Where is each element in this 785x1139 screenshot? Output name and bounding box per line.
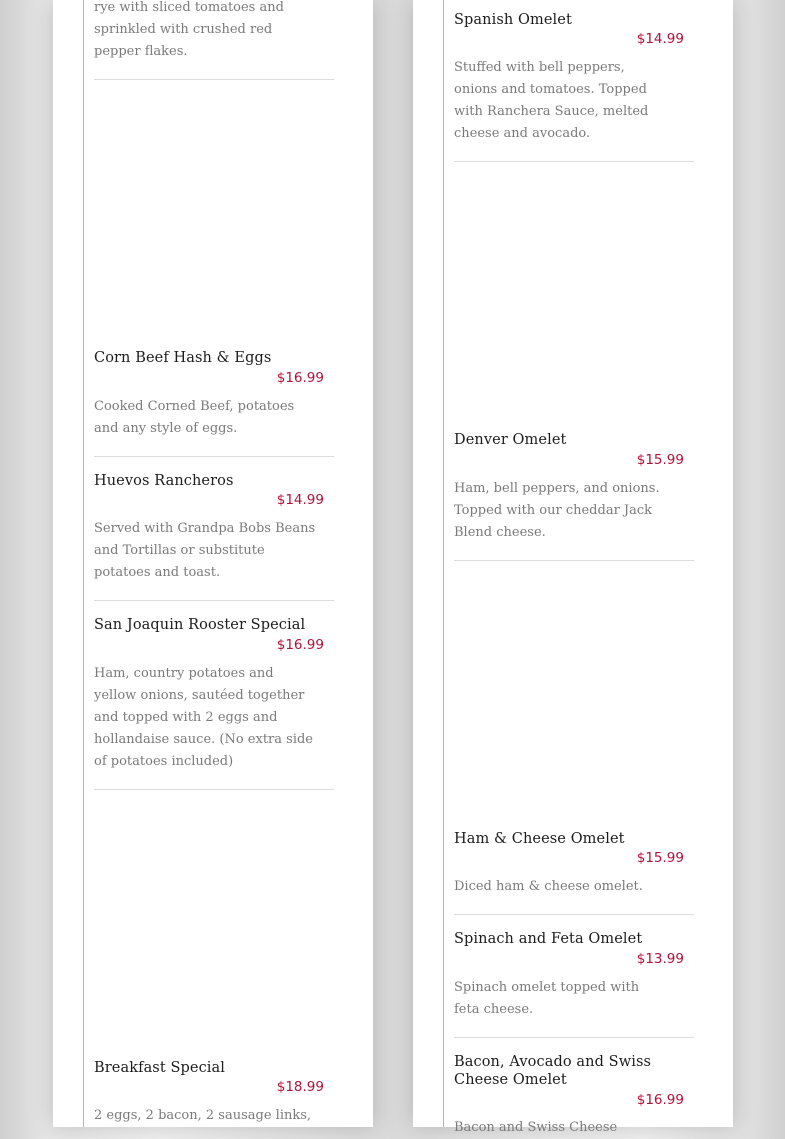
- item-description: Spinach omelet topped with feta cheese.: [454, 980, 640, 1017]
- item-name: Spinach and Feta Omelet: [454, 931, 643, 947]
- item-name: Denver Omelet: [454, 432, 567, 448]
- item-price: $14.99: [276, 492, 324, 508]
- item-description: Stuffed with bell peppers, onions and tomatoes. Topped with Ranchera Sauce, melted cheese and avocado.: [454, 60, 649, 141]
- item-price: $13.99: [636, 951, 684, 967]
- menu-item-breakfast-special[interactable]: [94, 1059, 334, 1127]
- item-description: Served with Grandpa Bobs Beans and Tortillas or substitute potatoes and toast.: [94, 521, 316, 580]
- item-name: Spanish Omelet: [454, 12, 572, 28]
- item-price: $15.99: [636, 850, 684, 866]
- menu-item-huevos-rancheros[interactable]: [94, 472, 334, 584]
- item-description: Ham, country potatoes and yellow onions, sautéed together and topped with 2 eggs and hollandaise sauce. (No extra side of potatoes included): [94, 666, 313, 769]
- menu-item-san-joaquin-rooster[interactable]: [94, 616, 334, 773]
- item-price: $16.99: [636, 1092, 684, 1108]
- item-price: $15.99: [636, 452, 684, 468]
- item-separator: [94, 79, 334, 80]
- page-margin-rule: [83, 0, 84, 1127]
- item-price: $16.99: [276, 637, 324, 653]
- item-name: Breakfast Special: [94, 1060, 226, 1076]
- item-description: Diced ham & cheese omelet.: [454, 879, 643, 894]
- item-price: $14.99: [636, 31, 684, 47]
- menu-item-corn-beef-hash[interactable]: [94, 349, 334, 440]
- item-price: $18.99: [276, 1079, 324, 1095]
- menu-item-ham-cheese-omelet[interactable]: [454, 830, 694, 898]
- item-name: Bacon, Avocado and Swiss Cheese Omelet: [454, 1054, 652, 1088]
- item-description: Bacon and Swiss Cheese: [454, 1120, 618, 1135]
- item-description-fragment: rye with sliced tomatoes and sprinkled with crushed red pepper flakes.: [94, 0, 284, 59]
- menu-page-left: [53, 0, 373, 1127]
- item-separator: [454, 1037, 694, 1038]
- item-separator: [454, 161, 694, 162]
- item-description: Cooked Corned Beef, potatoes and any style of eggs.: [94, 399, 295, 436]
- item-name: San Joaquin Rooster Special: [94, 617, 306, 633]
- item-price: $16.99: [276, 370, 324, 386]
- item-separator: [94, 456, 334, 457]
- menu-item-spanish-omelet[interactable]: [454, 11, 694, 145]
- item-name: Corn Beef Hash & Eggs: [94, 350, 272, 366]
- item-separator: [454, 914, 694, 915]
- item-separator: [94, 789, 334, 790]
- menu-item-bacon-avocado-swiss-omelet[interactable]: [454, 1053, 694, 1139]
- page-margin-rule: [443, 0, 444, 1127]
- item-name: Huevos Rancheros: [94, 473, 234, 489]
- menu-page-right: [413, 0, 733, 1135]
- item-description: Ham, bell peppers, and onions. Topped with our cheddar Jack Blend cheese.: [454, 481, 660, 540]
- item-separator: [454, 560, 694, 561]
- menu-item-spinach-feta-omelet[interactable]: [454, 930, 694, 1021]
- item-separator: [94, 600, 334, 601]
- item-name: Ham & Cheese Omelet: [454, 831, 625, 847]
- menu-item-denver-omelet[interactable]: [454, 431, 694, 544]
- item-description: 2 eggs, 2 bacon, 2 sausage links,: [94, 1108, 312, 1123]
